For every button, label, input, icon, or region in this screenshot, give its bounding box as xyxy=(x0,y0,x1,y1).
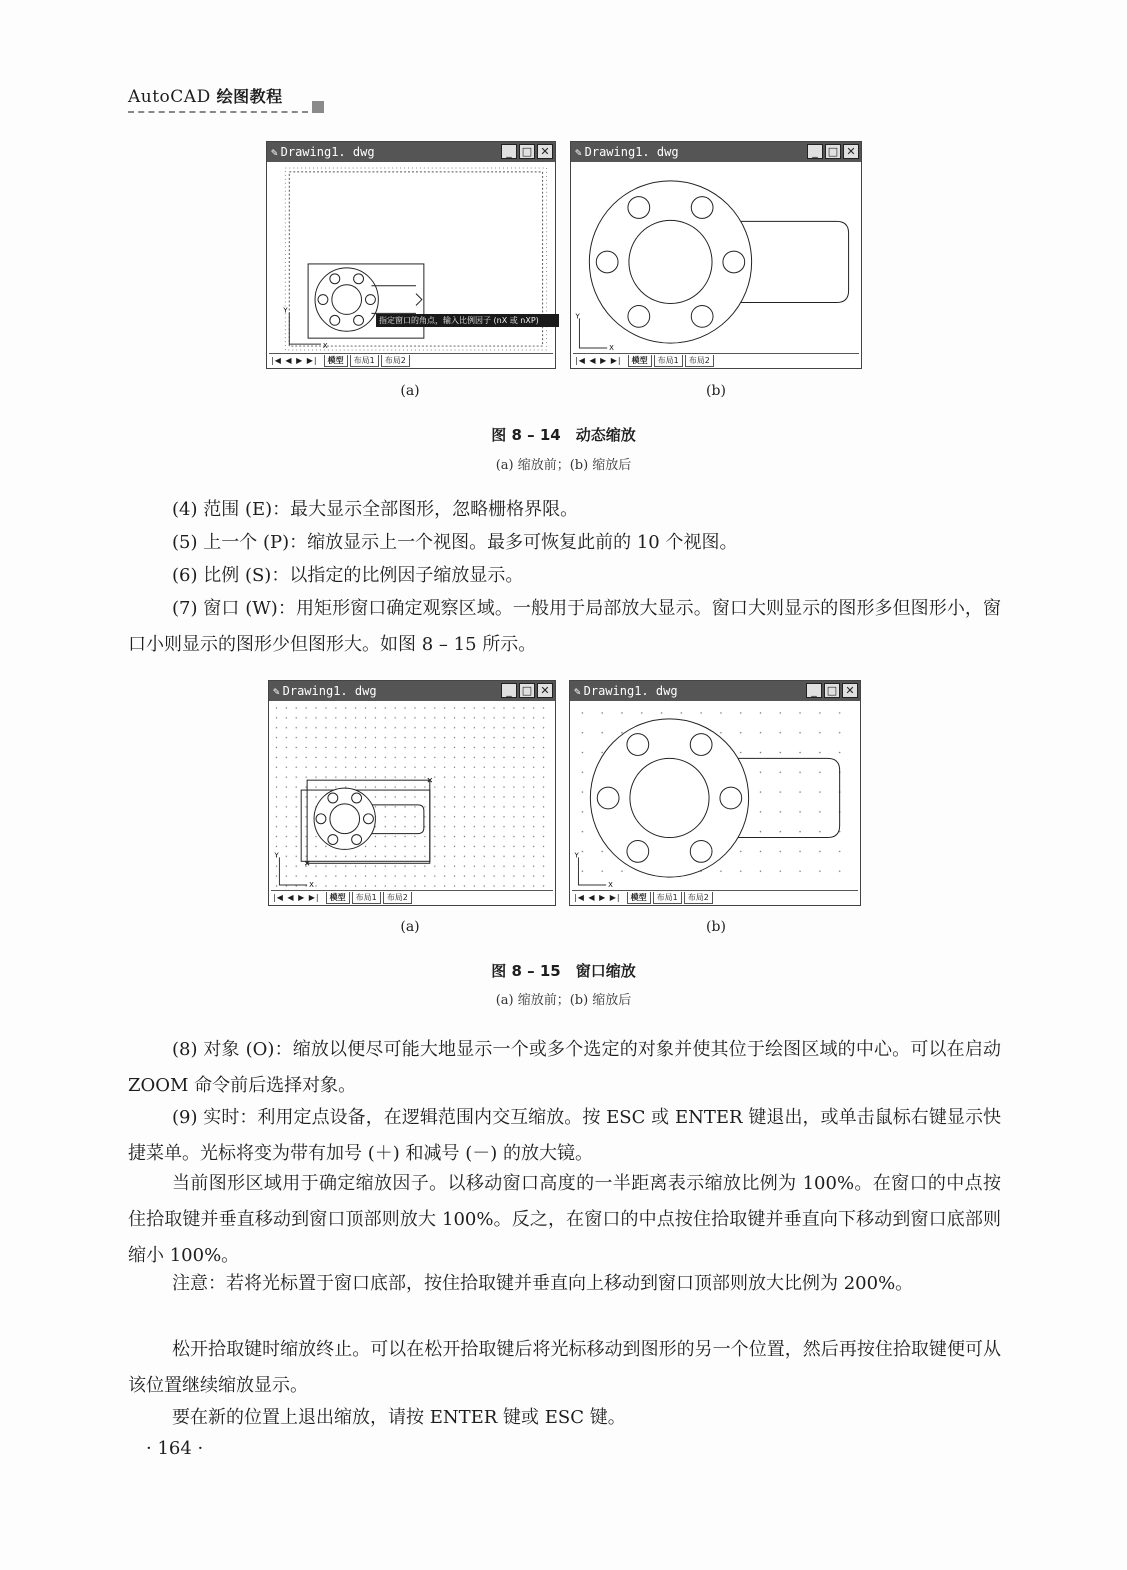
command-prompt: 指定窗口的角点，输入比例因子 (nX 或 nXP) xyxy=(376,314,559,327)
layout-tabs xyxy=(573,353,859,367)
fig14-label-a: (a) xyxy=(400,383,420,399)
paragraph: (4) 范围 (E)：最大显示全部图形，忽略栅格界限。 xyxy=(172,499,579,520)
flange-circle xyxy=(315,268,378,331)
figure-caption: (a) 缩放前；(b) 缩放后 xyxy=(495,458,632,473)
drawing-canvas[interactable] xyxy=(572,703,858,889)
tab-layout1[interactable]: 布局1 xyxy=(654,355,683,367)
figure-title: 图 8 – 14 动态缩放 xyxy=(491,426,636,444)
ucs-icon xyxy=(579,318,607,348)
layout-tabs xyxy=(269,353,553,367)
app-icon: ✎ xyxy=(273,685,280,698)
figure-caption: (a) 缩放前；(b) 缩放后 xyxy=(495,993,632,1008)
close-button[interactable]: ✕ xyxy=(842,683,858,698)
maximize-button[interactable]: □ xyxy=(519,683,535,698)
paragraph: (7) 窗口 (W)：用矩形窗口确定观察区域。一般用于局部放大显示。窗口大则显示的图形多但图形小，窗口小则显示的图形少但图形大。如图 8 – 15 所示。 xyxy=(128,598,1001,655)
maximize-button[interactable]: □ xyxy=(824,683,840,698)
axis-x-label: X xyxy=(309,881,314,889)
close-button[interactable]: ✕ xyxy=(843,144,859,159)
drawing-canvas[interactable] xyxy=(573,164,859,352)
tab-layout2[interactable]: 布局2 xyxy=(381,355,410,367)
bolt-hole xyxy=(354,274,364,284)
drawing-canvas[interactable] xyxy=(271,703,553,889)
axis-y-label: Y xyxy=(283,306,288,315)
tab-layout2[interactable]: 布局2 xyxy=(685,355,714,367)
fig15b-window xyxy=(569,680,861,906)
axis-x-label: X xyxy=(609,344,614,352)
tab-layout1[interactable]: 布局1 xyxy=(653,892,682,904)
flange-circle xyxy=(590,719,748,877)
tab-model[interactable]: 模型 xyxy=(627,892,651,904)
paragraph: 要在新的位置上退出缩放，请按 ENTER 键或 ESC 键。 xyxy=(172,1407,626,1428)
window-title: Drawing1. dwg xyxy=(280,145,375,159)
fig14-label-b: (b) xyxy=(706,383,726,399)
figure-title: 图 8 – 15 窗口缩放 xyxy=(491,962,636,980)
page-number: · 164 · xyxy=(146,1438,204,1459)
drawing-svg xyxy=(271,703,553,889)
tab-layout2[interactable]: 布局2 xyxy=(383,892,412,904)
window-title: Drawing1. dwg xyxy=(584,145,679,159)
minimize-button[interactable]: _ xyxy=(501,683,517,698)
bolt-hole xyxy=(365,295,375,305)
header-rule xyxy=(128,111,308,113)
fig15-label-b: (b) xyxy=(706,919,726,935)
tab-nav-arrows[interactable]: |◀ ◀ ▶ ▶| xyxy=(574,893,621,902)
book-title-latin: AutoCAD xyxy=(128,87,211,107)
book-title-cjk: 绘图教程 xyxy=(216,87,283,106)
fig15a-window xyxy=(268,680,556,906)
flange-circle xyxy=(314,788,375,849)
paragraph: 注意：若将光标置于窗口底部，按住拾取键并垂直向上移动到窗口顶部则放大比例为 200%。 xyxy=(172,1273,914,1294)
fig14a-window xyxy=(266,141,556,369)
maximize-button[interactable]: □ xyxy=(519,144,535,159)
bolt-hole xyxy=(330,274,340,284)
ucs-icon xyxy=(289,312,321,344)
minimize-button[interactable]: _ xyxy=(501,144,517,159)
close-button[interactable]: ✕ xyxy=(537,144,553,159)
paragraph: (8) 对象 (O)：缩放以便尽可能大地显示一个或多个选定的对象并使其位于绘图区域的中心。可以在启动 ZOOM 命令前后选择对象。 xyxy=(128,1039,1001,1096)
layout-tabs xyxy=(572,890,858,904)
header-marker xyxy=(312,101,324,113)
axis-x-label: X xyxy=(322,342,328,351)
tab-layout1[interactable]: 布局1 xyxy=(352,892,381,904)
minimize-button[interactable]: _ xyxy=(807,144,823,159)
app-icon: ✎ xyxy=(575,146,582,159)
axis-y-label: Y xyxy=(574,851,579,860)
layout-tabs xyxy=(271,890,553,904)
bolt-hole xyxy=(330,315,340,325)
tab-model[interactable]: 模型 xyxy=(324,355,348,367)
tab-nav-arrows[interactable]: |◀ ◀ ▶ ▶| xyxy=(575,356,622,365)
axis-y-label: Y xyxy=(575,312,580,321)
drawing-svg xyxy=(572,703,858,889)
minimize-button[interactable]: _ xyxy=(806,683,822,698)
paragraph: (6) 比例 (S)：以指定的比例因子缩放显示。 xyxy=(172,565,524,586)
running-header xyxy=(128,84,283,107)
maximize-button[interactable]: □ xyxy=(825,144,841,159)
tab-nav-arrows[interactable]: |◀ ◀ ▶ ▶| xyxy=(273,893,320,902)
paragraph: (9) 实时：利用定点设备，在逻辑范围内交互缩放。按 ESC 或 ENTER 键退出，或单击鼠标右键显示快捷菜单。光标将变为带有加号 (＋) 和减号 (－) 的放大镜。 xyxy=(128,1107,1001,1164)
axis-y-label: Y xyxy=(274,851,279,860)
tab-model[interactable]: 模型 xyxy=(628,355,652,367)
drawing-svg xyxy=(573,164,859,352)
axis-x-label: X xyxy=(608,881,613,889)
close-button[interactable]: ✕ xyxy=(537,683,553,698)
window-title: Drawing1. dwg xyxy=(583,684,678,698)
bolt-hole xyxy=(354,315,364,325)
paragraph: (5) 上一个 (P)：缩放显示上一个视图。最多可恢复此前的 10 个视图。 xyxy=(172,532,738,553)
center-hole xyxy=(332,285,362,315)
tab-nav-arrows[interactable]: |◀ ◀ ▶ ▶| xyxy=(271,356,318,365)
tab-model[interactable]: 模型 xyxy=(326,892,350,904)
paragraph: 当前图形区域用于确定缩放因子。以移动窗口高度的一半距离表示缩放比例为 100%。在窗口的中点按住拾取键并垂直移动到窗口顶部则放大 100%。反之，在窗口的中点按住拾取键并垂直向下移动到窗口底部则缩小 100%。 xyxy=(128,1173,1001,1266)
bolt-hole xyxy=(318,295,328,305)
fig15-label-a: (a) xyxy=(400,919,420,935)
window-title: Drawing1. dwg xyxy=(282,684,377,698)
fig14b-window xyxy=(570,141,862,369)
flange-circle xyxy=(589,181,751,343)
app-icon: ✎ xyxy=(574,685,581,698)
app-icon: ✎ xyxy=(271,146,278,159)
paragraph: 松开拾取键时缩放终止。可以在松开拾取键后将光标移动到图形的另一个位置，然后再按住拾取键便可从该位置继续缩放显示。 xyxy=(128,1339,1001,1396)
arrow-icon xyxy=(416,294,422,306)
tab-layout1[interactable]: 布局1 xyxy=(350,355,379,367)
tab-layout2[interactable]: 布局2 xyxy=(684,892,713,904)
